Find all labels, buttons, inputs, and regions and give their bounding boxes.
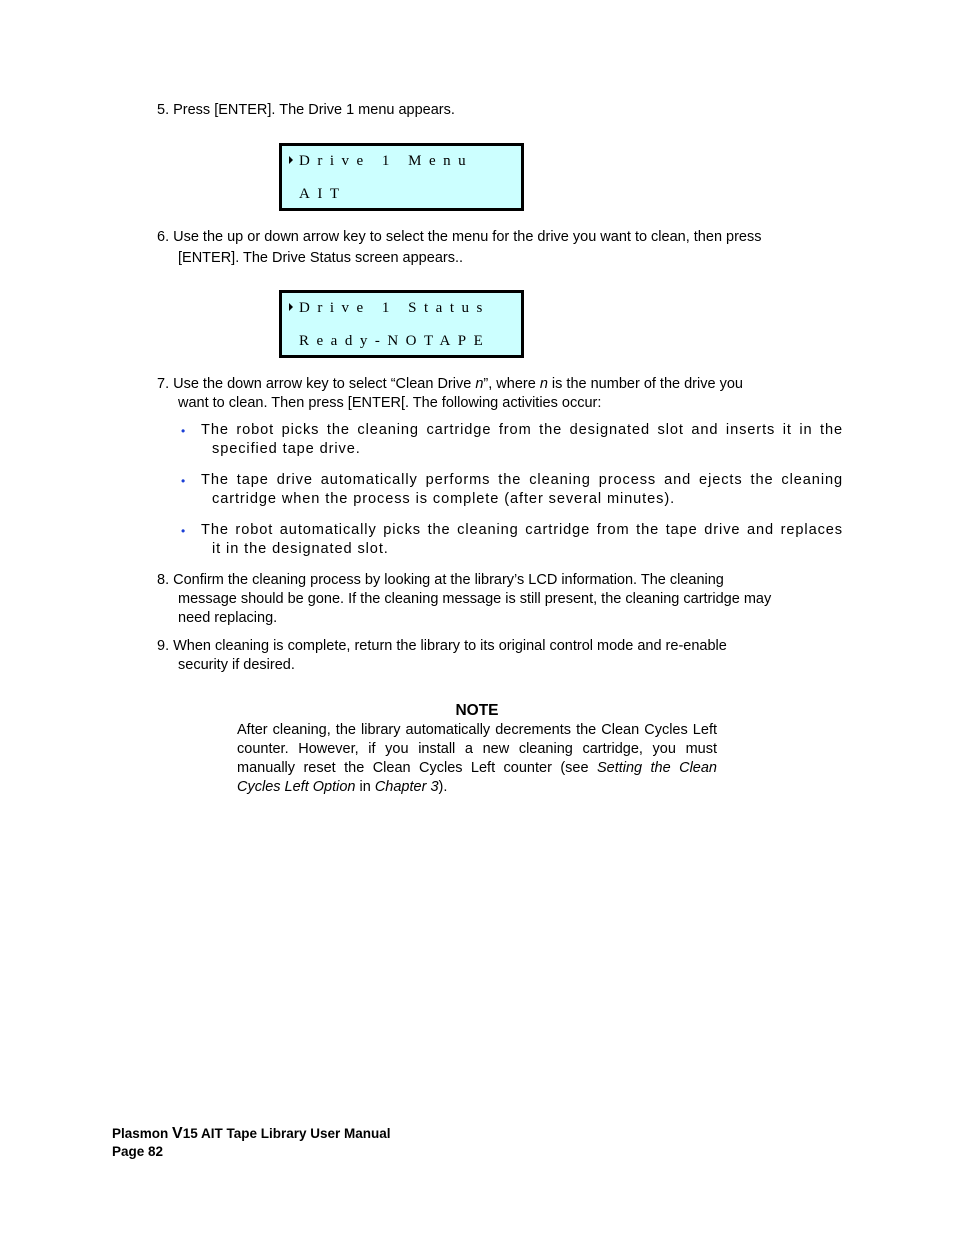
cursor-arrow-icon — [289, 303, 293, 311]
step-7-var-n: n — [539, 376, 548, 392]
footer-page-number: Page 82 — [112, 1144, 164, 1159]
lcd-line-1: Drive 1 Status — [299, 300, 490, 316]
lcd-line-1: Drive 1 Menu — [299, 153, 474, 169]
step-7-line-1 — [157, 376, 743, 392]
bullet-item-3 — [181, 521, 843, 559]
step-7-var-n: n — [475, 376, 484, 392]
step-8 — [157, 571, 847, 628]
lcd-line-2: AIT — [299, 186, 347, 202]
footer-manual-title — [112, 1125, 391, 1143]
step-7-text-b: ”, where — [483, 376, 540, 392]
note-ref-chapter: Chapter 3 — [374, 779, 439, 795]
footer — [112, 1125, 391, 1161]
step-8-line-2: message should be gone. If the cleaning message is still present, the cleaning cartridge may — [178, 591, 772, 607]
lcd-drive-menu — [279, 143, 524, 211]
note-text-in: in — [355, 779, 375, 795]
bullet-1-line-2: specified tape drive. — [212, 441, 361, 457]
step-9 — [157, 637, 847, 675]
step-7-text-a: 7. Use the down arrow key to select “Clean Drive — [157, 376, 476, 392]
step-7-text-c: is the number of the drive you — [547, 376, 743, 392]
bullet-marker: • — [181, 424, 187, 438]
step-6 — [157, 228, 847, 268]
lcd-line-2: Ready-NOTAPE — [299, 333, 491, 349]
step-6-line-2: [ENTER]. The Drive Status screen appears.. — [178, 250, 464, 266]
step-5-text: 5. Press [ENTER]. The Drive 1 menu appears. — [157, 102, 455, 118]
bullet-3-line-2: it in the designated slot. — [212, 541, 389, 557]
lcd-drive-status — [279, 290, 524, 358]
note-text-end: ). — [438, 779, 448, 795]
note-body — [237, 721, 717, 797]
footer-brand: Plasmon — [112, 1126, 173, 1141]
step-7-line-2: want to clean. Then press [ENTER[. The following activities occur: — [178, 395, 602, 411]
bullet-2-line-2: cartridge when the process is complete (after several minutes). — [212, 491, 676, 507]
bullet-3-line-1: The robot automatically picks the cleaning cartridge from the tape drive and replaces — [201, 522, 843, 538]
footer-title-rest: 15 AIT Tape Library User Manual — [182, 1126, 391, 1141]
cursor-arrow-icon — [289, 156, 293, 164]
bullet-marker: • — [181, 524, 187, 538]
step-5 — [157, 101, 847, 120]
step-7 — [157, 375, 847, 413]
note-text: After cleaning, the library automatically decrements the Clean Cycles Left counter. However, if you install a new cleaning cartridge, you must manually reset the Clean Cycles Left counter (see — [237, 722, 717, 776]
step-9-line-2: security if desired. — [178, 657, 295, 673]
step-9-line-1: 9. When cleaning is complete, return the library to its original control mode and re-enable — [157, 638, 727, 654]
step-8-line-1: 8. Confirm the cleaning process by looking at the library’s LCD information. The cleaning — [157, 572, 724, 588]
bullet-marker: • — [181, 474, 187, 488]
note-title: NOTE — [455, 702, 499, 719]
footer-brand-v: V — [172, 1125, 183, 1142]
step-8-line-3: need replacing. — [178, 610, 278, 626]
bullet-1-line-1: The robot picks the cleaning cartridge from the designated slot and inserts it in the — [201, 422, 843, 438]
bullet-2-line-1: The tape drive automatically performs the cleaning process and ejects the cleaning — [201, 472, 843, 488]
bullet-item-2 — [181, 471, 843, 509]
bullet-item-1 — [181, 421, 843, 459]
note-ref-option: Setting the Clean Cycles Left Option — [237, 760, 717, 795]
step-6-line-1: 6. Use the up or down arrow key to select the menu for the drive you want to clean, then press — [157, 229, 762, 245]
